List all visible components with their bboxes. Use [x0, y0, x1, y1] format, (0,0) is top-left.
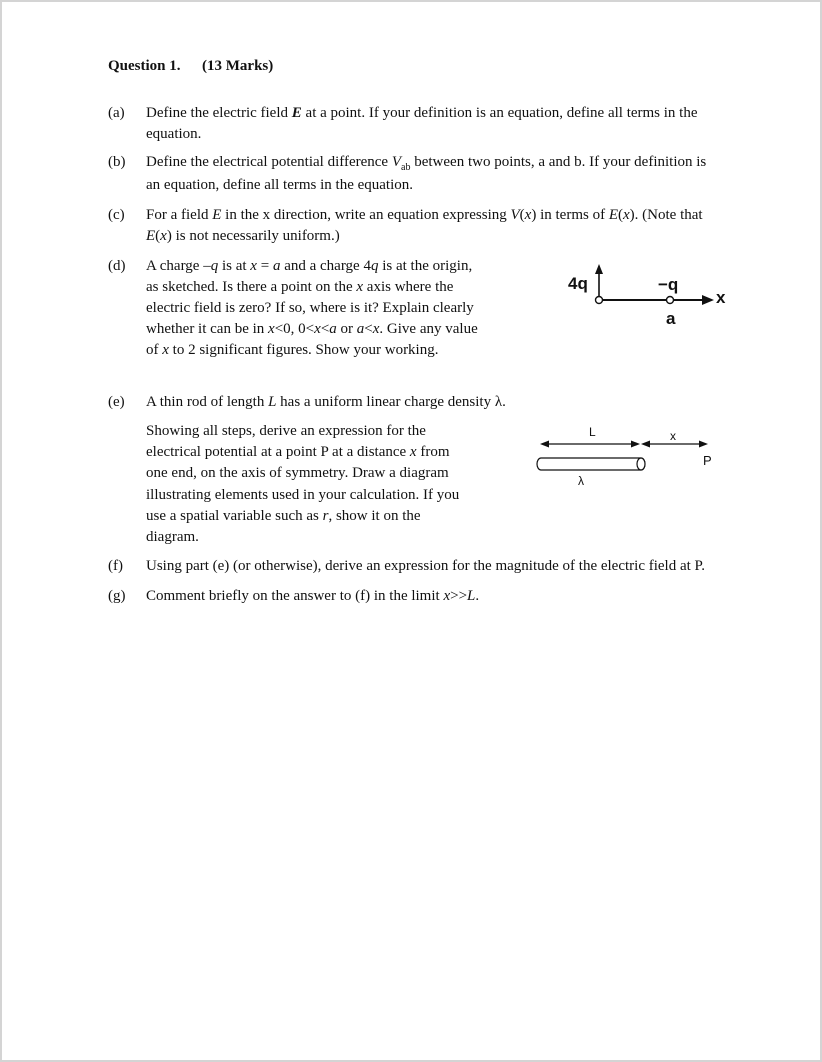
part-e-line-1: Showing all steps, derive an expression for the — [146, 423, 426, 439]
part-d-line-4: whether it can be in x<0, 0<x<a or a<x. Give any value — [146, 321, 478, 337]
part-d-line-1: A charge –q is at x = a and a charge 4q is at the origin, — [146, 258, 473, 274]
rod-diagram — [532, 432, 722, 484]
part-g-text: Comment briefly on the answer to (f) in the limit x>>L. — [146, 588, 480, 604]
part-e-line-5: use a spatial variable such as r, show it on the — [146, 508, 421, 524]
part-c-line-2: E(x) is not necessarily uniform.) — [146, 228, 340, 244]
length-arrow-right — [631, 441, 640, 448]
question-title — [108, 56, 273, 77]
x-axis-arrowhead — [702, 295, 714, 305]
y-axis-arrowhead — [595, 264, 603, 274]
charge-minus-q-dot — [667, 297, 674, 304]
label-a: a — [666, 309, 676, 328]
part-b-label: (b) — [108, 154, 126, 170]
part-g-label: (g) — [108, 588, 126, 604]
label-x-axis: x — [716, 288, 726, 307]
distance-arrow-right — [699, 441, 708, 448]
part-c-line-1: For a field E in the x direction, write an equation expressing V(x) in terms of E(x). (Note that — [146, 207, 703, 223]
label-minus-q: −q — [658, 275, 679, 294]
part-f-text: Using part (e) (or otherwise), derive an expression for the magnitude of the electric field at P. — [146, 558, 705, 574]
part-f-label: (f) — [108, 558, 123, 574]
part-d-label: (d) — [108, 258, 126, 274]
charges-diagram — [562, 260, 742, 330]
part-e-line-3: one end, on the axis of symmetry. Draw a diagram — [146, 465, 449, 481]
part-e-line-2: electrical potential at a point P at a distance x from — [146, 444, 450, 460]
label-4q: 4q — [568, 274, 588, 293]
part-a-label: (a) — [108, 105, 125, 121]
distance-arrow-left — [641, 441, 650, 448]
part-d-line-3: electric field is zero? If so, where is it? Explain clearly — [146, 300, 474, 316]
part-e-intro: A thin rod of length L has a uniform linear charge density λ. — [146, 394, 506, 410]
part-d-line-2: as sketched. Is there a point on the x axis where the — [146, 279, 454, 295]
label-x: x — [670, 429, 676, 443]
part-a-line-1: Define the electric field E at a point. If your definition is an equation, define all terms in the — [146, 105, 698, 121]
rod-body — [537, 458, 645, 470]
part-a-line-2: equation. — [146, 126, 202, 142]
label-L: L — [589, 425, 596, 439]
part-e-label: (e) — [108, 394, 125, 410]
part-d-line-5: of x to 2 significant figures. Show your working. — [146, 342, 439, 358]
charge-4q-dot — [596, 297, 603, 304]
part-e-line-4: illustrating elements used in your calculation. If you — [146, 487, 460, 503]
part-b-line-1: Define the electrical potential difference $V_{ab}$ between two points, a and b. If your definition is — [146, 154, 707, 173]
label-P: P — [703, 453, 712, 468]
label-lambda: λ — [578, 474, 584, 488]
question-number: Question 1. — [108, 58, 181, 74]
part-c-label: (c) — [108, 207, 125, 223]
length-arrow-left — [540, 441, 549, 448]
part-b-line-2: an equation, define all terms in the equation. — [146, 177, 413, 193]
question-marks: (13 Marks) — [202, 58, 274, 74]
rod-end-cap — [637, 458, 645, 470]
part-e-line-6: diagram. — [146, 529, 199, 545]
